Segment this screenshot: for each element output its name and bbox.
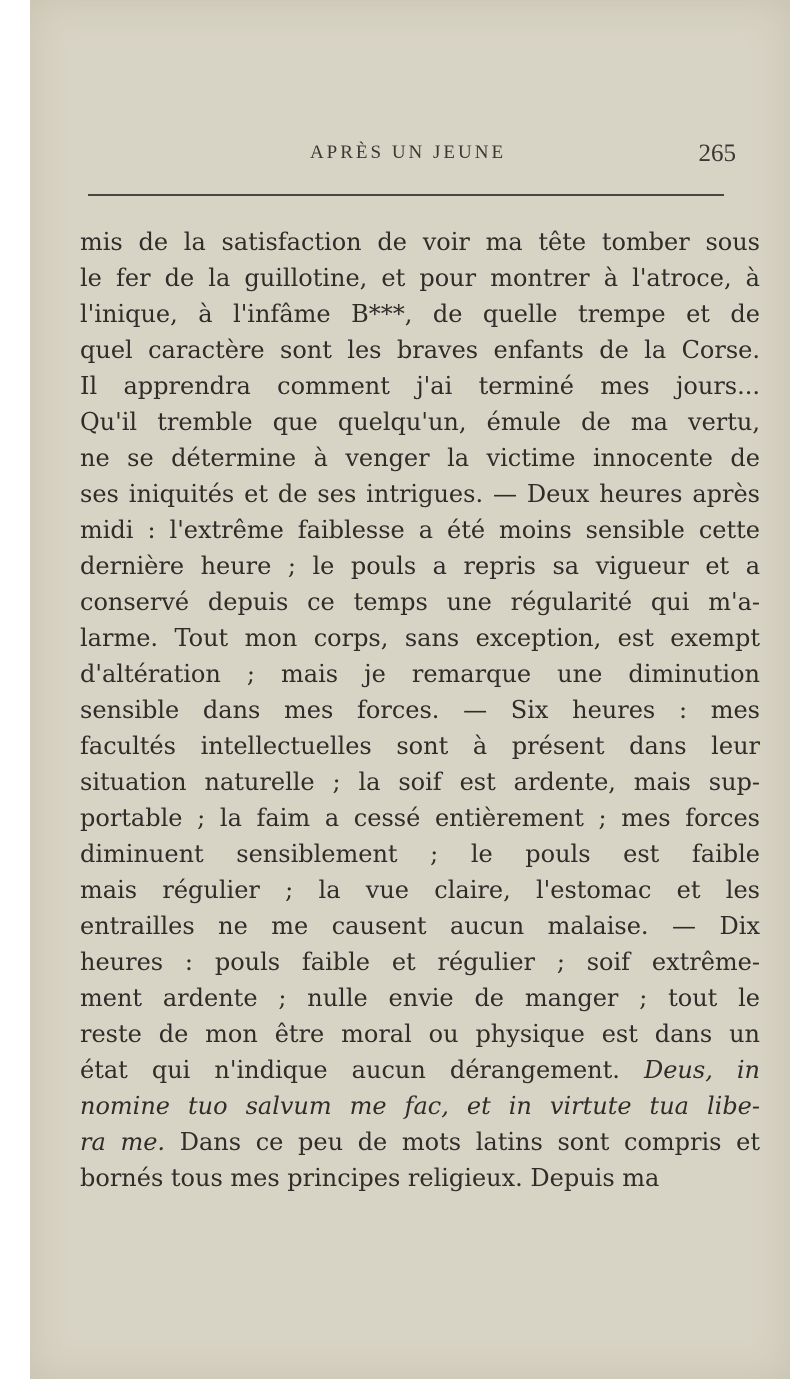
running-head: APRÈS UN JEUNE [309, 142, 507, 163]
page-header [80, 142, 736, 174]
text-line: Qu'il tremble que quelqu'un, émule de ma vertu, [80, 408, 760, 436]
italic-segment: Deus, in [643, 1056, 760, 1084]
text-line: quel caractère sont les braves enfants de la Corse. [80, 336, 760, 364]
text-line: situation naturelle ; la soif est ardente, mais sup- [80, 768, 760, 796]
page-number: 265 [698, 140, 736, 167]
text-line: facultés intellectuelles sont à présent dans leur [80, 732, 760, 760]
text-line: midi : l'extrême faiblesse a été moins sensible cette [80, 516, 760, 544]
text-line: conservé depuis ce temps une régularité qui m'a- [80, 588, 760, 616]
text-line: reste de mon être moral ou physique est dans un [80, 1020, 760, 1048]
text-line: Il apprendra comment j'ai terminé mes jours... [80, 372, 760, 400]
text-line: ne se détermine à venger la victime innocente de [80, 444, 760, 472]
text-line: l'inique, à l'infâme B***, de quelle trempe et de [80, 300, 760, 328]
text-line: larme. Tout mon corps, sans exception, est exempt [80, 624, 760, 652]
text-line-with-italic [80, 1052, 760, 1088]
text-line: dernière heure ; le pouls a repris sa vigueur et a [80, 552, 760, 580]
text-line: ment ardente ; nulle envie de manger ; tout le [80, 984, 760, 1012]
text-segment: Dans ce peu de mots latins sont compris et [179, 1128, 761, 1156]
text-line: mais régulier ; la vue claire, l'estomac et les [80, 876, 760, 904]
text-line: portable ; la faim a cessé entièrement ; mes forces [80, 804, 760, 832]
text-line: bornés tous mes principes religieux. Depuis ma [80, 1164, 660, 1192]
italic-segment: ra me. [80, 1128, 166, 1156]
text-line: diminuent sensiblement ; le pouls est faible [80, 840, 760, 868]
text-line: entrailles ne me causent aucun malaise. — Dix [80, 912, 760, 940]
text-line: le fer de la guillotine, et pour montrer à l'atroce, à [80, 264, 760, 292]
text-line: sensible dans mes forces. — Six heures : mes [80, 696, 760, 724]
header-rule [88, 194, 724, 196]
text-line: mis de la satisfaction de voir ma tête tomber sous [80, 228, 760, 256]
body-text [80, 224, 760, 1196]
text-line: heures : pouls faible et régulier ; soif extrême- [80, 948, 760, 976]
text-segment: état qui n'indique aucun dérangement. [80, 1056, 620, 1084]
text-line: ses iniquités et de ses intrigues. — Deux heures après [80, 480, 760, 508]
text-line: d'altération ; mais je remarque une diminution [80, 660, 760, 688]
italic-line: nomine tuo salvum me fac, et in virtute tua libe- [80, 1092, 760, 1120]
text-line-with-italic [80, 1124, 760, 1160]
